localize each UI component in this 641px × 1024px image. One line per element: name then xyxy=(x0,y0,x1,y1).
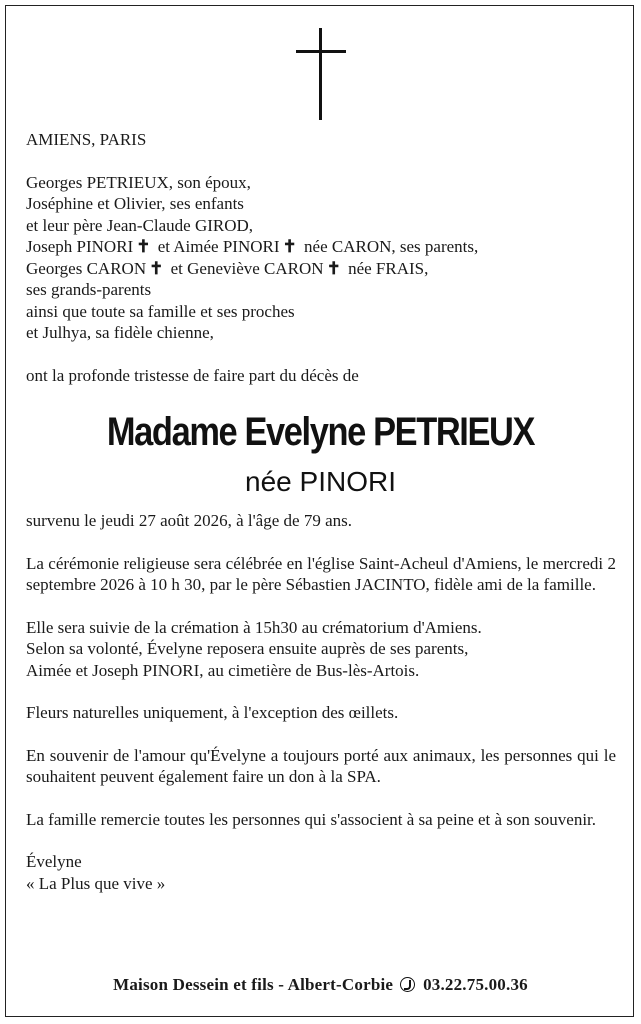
cross-icon xyxy=(296,28,346,120)
signature-quote: « La Plus que vive » xyxy=(26,873,166,893)
small-cross-icon: ✝ xyxy=(136,237,151,256)
family-line: Georges PETRIEUX, son époux, xyxy=(26,172,251,192)
family-line: et leur père Jean-Claude GIROD, xyxy=(26,215,254,235)
thanks-note: La famille remercie toutes les personnes qui s'associent à sa peine et à son souvenir. xyxy=(26,809,597,829)
flowers-note: Fleurs naturelles uniquement, à l'exception des œillets. xyxy=(26,703,399,722)
family-line: ainsi que toute sa famille et ses proches xyxy=(26,301,295,321)
family-line: Joséphine et Olivier, ses enfants xyxy=(26,194,244,213)
phone-number: 03.22.75.00.36 xyxy=(423,975,528,994)
maiden-name: née PINORI xyxy=(245,466,396,497)
small-cross-icon: ✝ xyxy=(149,258,164,278)
ceremony-details: La cérémonie religieuse sera célébrée en l'église Saint-Acheul d'Amiens, le mercredi 2 septembre 2026 à 10 h 30, par le père Sébastien JACINTO, fidèle ami de la famille. xyxy=(26,553,616,594)
family-line: ses grands-parents xyxy=(26,280,152,299)
announcement: ont la profonde tristesse de faire part du décès de xyxy=(26,365,359,385)
phone-icon xyxy=(400,977,415,992)
cities: AMIENS, PARIS xyxy=(26,130,147,149)
signature xyxy=(26,851,616,894)
cremation-details: Elle sera suivie de la crémation à 15h30 au crématorium d'Amiens. Selon sa volonté, Évelyne reposera ensuite auprès de ses parents, Aimée et Joseph PINORI, au cimetière de Bus-lès-Artois. xyxy=(26,617,482,680)
signature-name: Évelyne xyxy=(26,852,82,871)
funeral-home-name: Maison Dessein et fils - Albert-Corbie xyxy=(113,975,394,994)
notice-header xyxy=(26,129,616,386)
donation-note: En souvenir de l'amour qu'Évelyne a toujours porté aux animaux, les personnes qui le souhaitent peuvent également faire un don à la SPA. xyxy=(26,745,616,786)
deceased-name: Madame Evelyne PETRIEUX xyxy=(106,410,535,454)
small-cross-icon: ✝ xyxy=(326,258,341,278)
death-details: survenu le jeudi 27 août 2026, à l'âge de 79 ans. xyxy=(26,511,352,530)
family-line: et Julhya, sa fidèle chienne, xyxy=(26,323,214,342)
notice-body xyxy=(26,510,616,894)
funeral-home-footer xyxy=(0,975,641,995)
family-line: Georges CARON ✝ et Geneviève CARON ✝ née FRAIS, xyxy=(26,258,429,278)
small-cross-icon: ✝ xyxy=(282,237,297,256)
family-line: Joseph PINORI ✝ et Aimée PINORI ✝ née CARON, ses parents, xyxy=(26,237,479,256)
